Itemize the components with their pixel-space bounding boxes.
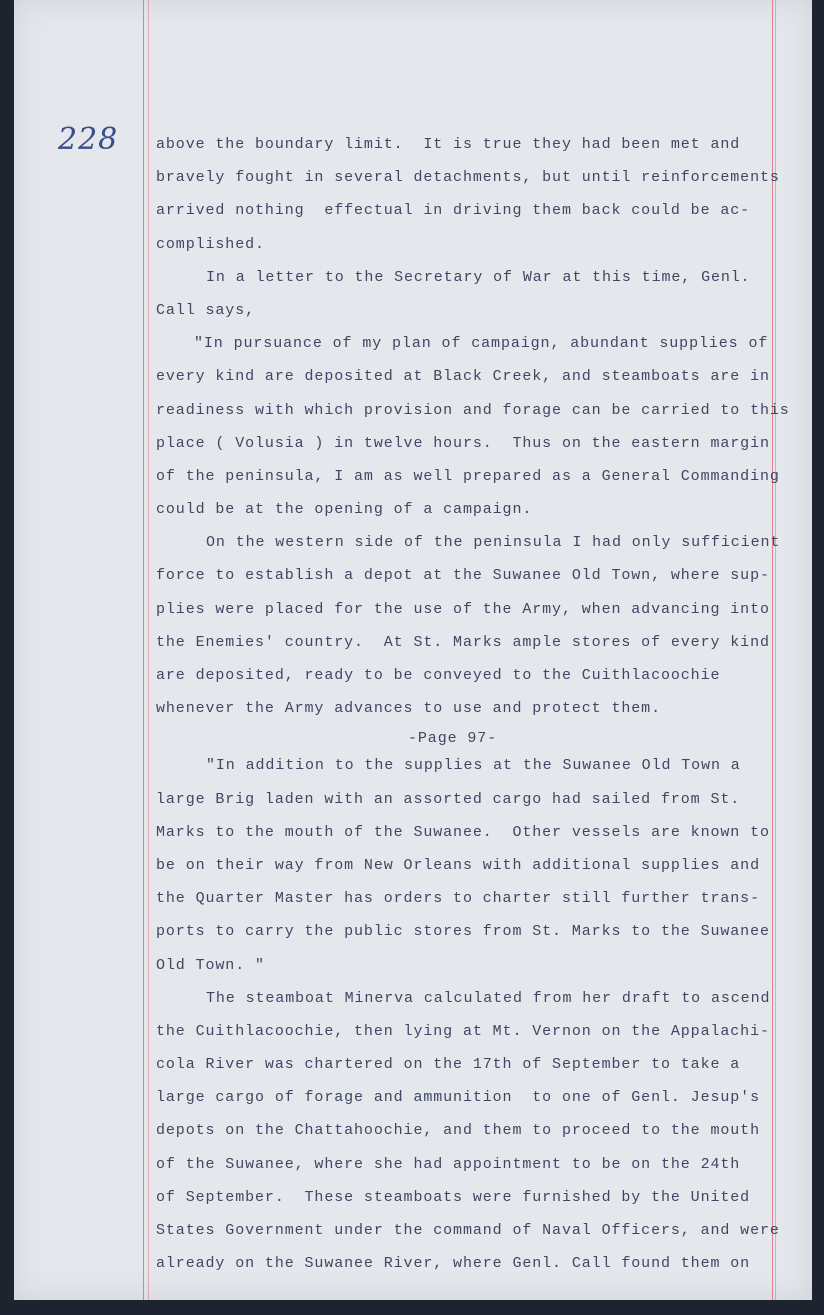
text-line: States Government under the command of Naval Officers, and were [156, 1222, 780, 1239]
left-margin-rule [143, 0, 144, 1300]
page-marker: -Page 97- [408, 730, 498, 748]
text-line: the Enemies' country. At St. Marks ample stores of every kind [156, 633, 770, 651]
text-line: In a letter to the Secretary of War at this time, Genl. [206, 268, 751, 286]
text-line: On the western side of the peninsula I had only sufficient [206, 534, 781, 552]
text-line: plies were placed for the use of the Army, when advancing into [156, 600, 770, 618]
text-line: above the boundary limit. It is true they had been met and [156, 136, 741, 153]
text-line: of September. These steamboats were furnished by the United [156, 1188, 751, 1206]
text-line: be on their way from New Orleans with additional supplies and [156, 856, 760, 874]
text-line: large cargo of forage and ammunition to one of Genl. Jesup's [156, 1089, 760, 1107]
text-line: Marks to the mouth of the Suwanee. Other vessels are known to [156, 823, 770, 841]
text-line: force to establish a depot at the Suwanee Old Town, where sup- [156, 567, 770, 585]
typescript-body [156, 128, 816, 1280]
text-line: bravely fought in several detachments, but until reinforcements [156, 169, 780, 187]
text-line: Old Town. " [156, 956, 265, 974]
text-line: whenever the Army advances to use and protect them. [156, 700, 661, 718]
text-line: depots on the Chattahoochie, and them to proceed to the mouth [156, 1122, 760, 1140]
text-line: "In addition to the supplies at the Suwanee Old Town a [206, 757, 741, 775]
text-line: ports to carry the public stores from St. Marks to the Suwanee [156, 923, 770, 941]
text-line: place ( Volusia ) in twelve hours. Thus on the eastern margin [156, 434, 770, 452]
document-page [14, 0, 812, 1300]
text-line: large Brig laden with an assorted cargo had sailed from St. [156, 790, 741, 808]
left-margin-rule-secondary [148, 0, 149, 1300]
text-line: readiness with which provision and forage can be carried to this [156, 401, 790, 419]
text-line: are deposited, ready to be conveyed to the Cuithlacoochie [156, 667, 721, 684]
text-line: complished. [156, 235, 265, 253]
text-line: could be at the opening of a campaign. [156, 501, 533, 519]
text-line: of the Suwanee, where she had appointment to be on the 24th [156, 1155, 741, 1173]
text-line: the Quarter Master has orders to charter still further trans- [156, 890, 760, 908]
handwritten-folio-number: 228 [58, 122, 119, 157]
text-line: of the peninsula, I am as well prepared as a General Commanding [156, 467, 780, 485]
text-line: "In pursuance of my plan of campaign, abundant supplies of [194, 335, 769, 353]
text-line: the Cuithlacoochie, then lying at Mt. Vernon on the Appalachi- [156, 1022, 770, 1040]
text-line: already on the Suwanee River, where Genl. Call found them on [156, 1255, 751, 1273]
text-line: The steamboat Minerva calculated from her draft to ascend [206, 989, 771, 1007]
text-line: cola River was chartered on the 17th of September to take a [156, 1056, 741, 1074]
text-line: every kind are deposited at Black Creek, and steamboats are in [156, 368, 770, 386]
text-line: Call says, [156, 301, 256, 319]
text-line: arrived nothing effectual in driving them back could be ac- [156, 202, 751, 220]
